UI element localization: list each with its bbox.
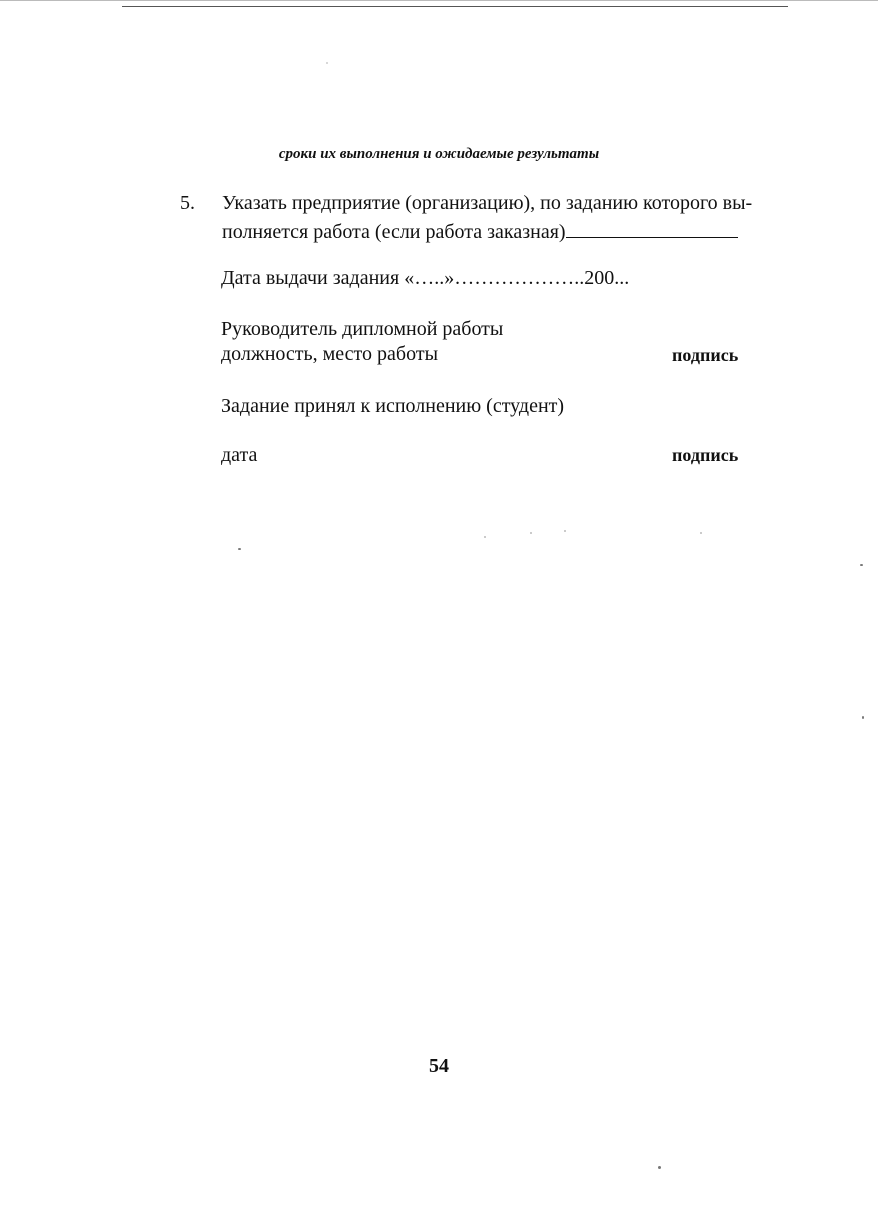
fill-in-blank — [566, 217, 738, 238]
student-accepted: Задание принял к исполнению (студент) — [221, 395, 565, 417]
item-line-2-text: полняется работа (если работа заказная) — [222, 221, 566, 243]
scan-speck — [530, 532, 532, 534]
student-signature: подпись — [672, 445, 739, 465]
running-header: сроки их выполнения и ожидаемые результаты — [278, 146, 600, 162]
scan-speck — [860, 564, 863, 566]
scan-speck — [700, 532, 702, 534]
item-number: 5. — [180, 192, 195, 214]
page-number: 54 — [429, 1055, 449, 1077]
scan-speck — [862, 716, 864, 719]
scan-speck — [658, 1166, 661, 1169]
item-line-2 — [222, 217, 774, 246]
student-date: дата — [221, 444, 258, 466]
item-text — [222, 189, 774, 246]
supervisor-signature: подпись — [672, 345, 739, 365]
scan-speck — [484, 536, 486, 538]
supervisor-position: должность, место работы — [221, 343, 439, 365]
scan-speck — [238, 548, 241, 550]
top-rule — [122, 6, 788, 7]
issue-date-label: Дата выдачи задания «…..»………………..200... — [221, 267, 630, 289]
page-top-edge — [0, 0, 878, 1]
item-line-1: Указать предприятие (организацию), по заданию которого вы- — [222, 192, 753, 214]
supervisor-title: Руководитель дипломной работы — [221, 318, 504, 340]
scan-speck — [326, 62, 328, 64]
scan-speck — [564, 530, 566, 532]
